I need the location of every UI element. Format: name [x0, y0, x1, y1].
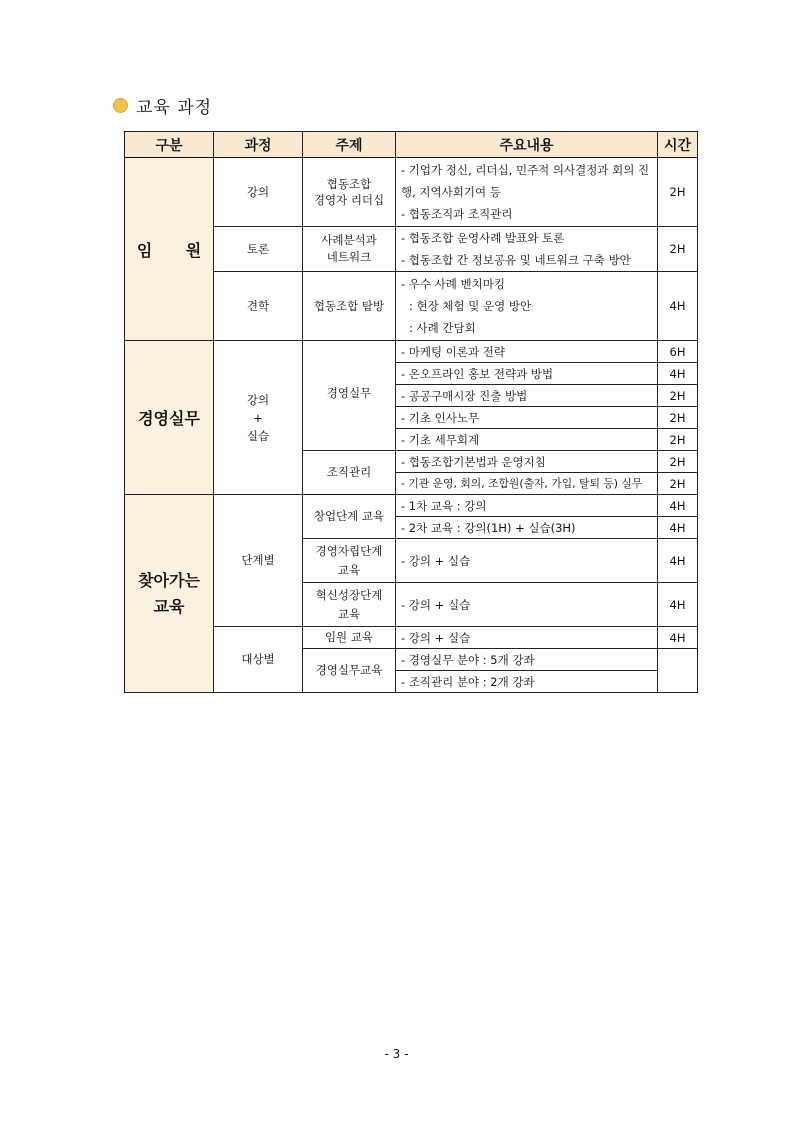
course-cell: 토론	[214, 227, 303, 272]
content-line: - 협동조합 간 정보공유 및 네트워크 구축 방안	[401, 253, 631, 267]
topic-line: 경영자 리더십	[313, 193, 385, 207]
content-line: - 기업가 정신, 리더십, 민주적 의사결정과 회의 진	[401, 163, 650, 177]
time-cell: 2H	[658, 158, 698, 227]
content-cell: - 2차 교육 : 강의(1H) + 실습(3H)	[396, 517, 658, 539]
time-cell: 4H	[658, 627, 698, 649]
content-cell: - 1차 교육 : 강의	[396, 495, 658, 517]
topic-cell	[303, 227, 396, 272]
content-cell: - 경영실무 분야 : 5개 강좌	[396, 649, 658, 671]
time-cell: 2H	[658, 473, 698, 495]
course-cell	[214, 341, 303, 495]
time-cell: 4H	[658, 272, 698, 341]
topic-line: 네트워크	[326, 250, 372, 264]
content-cell: - 조직관리 분야 : 2개 강좌	[396, 671, 658, 693]
content-line: - 우수 사례 벤치마킹	[401, 277, 505, 291]
time-cell: 6H	[658, 341, 698, 363]
topic-cell: 임원 교육	[303, 627, 396, 649]
course-cell: 강의	[214, 158, 303, 227]
header-topic: 주제	[303, 132, 396, 158]
topic-cell: 경영실무	[303, 341, 396, 451]
topic-cell	[303, 158, 396, 227]
time-cell-empty	[658, 649, 698, 693]
course-line: 강의	[246, 392, 270, 407]
content-cell: - 기관 운영, 회의, 조합원(출자, 가입, 탈퇴 등) 실무	[396, 473, 658, 495]
topic-cell: 창업단계 교육	[303, 495, 396, 539]
table-row	[125, 158, 698, 227]
page-number: - 3 -	[384, 1047, 409, 1061]
time-cell: 2H	[658, 451, 698, 473]
content-cell: - 온오프라인 홍보 전략과 방법	[396, 363, 658, 385]
category-executives: 임 원	[125, 158, 214, 341]
time-cell: 4H	[658, 539, 698, 583]
content-line: 행, 지역사회기여 등	[401, 185, 501, 199]
content-line: : 현장 체험 및 운영 방안	[409, 299, 532, 313]
topic-cell: 협동조합 탐방	[303, 272, 396, 341]
time-cell: 4H	[658, 495, 698, 517]
course-cell: 견학	[214, 272, 303, 341]
topic-cell: 조직관리	[303, 451, 396, 495]
category-business-practice: 경영실무	[125, 341, 214, 495]
table-row	[125, 495, 698, 517]
header-time: 시간	[658, 132, 698, 158]
category-visiting-education	[125, 495, 214, 693]
topic-line: 교육	[337, 562, 361, 577]
header-course: 과정	[214, 132, 303, 158]
category-line: 교육	[153, 596, 185, 616]
course-cell: 대상별	[214, 627, 303, 693]
content-cell: - 협동조합기본법과 운영지침	[396, 451, 658, 473]
category-line: 찾아가는	[138, 570, 200, 590]
content-cell	[396, 158, 658, 227]
content-cell: - 기초 세무회계	[396, 429, 658, 451]
topic-cell: 경영실무교육	[303, 649, 396, 693]
circle-bullet-icon	[113, 98, 128, 113]
content-cell	[396, 227, 658, 272]
topic-line: 협동조합	[326, 177, 372, 191]
topic-line: 혁신성장단계	[315, 587, 383, 602]
content-cell: - 마케팅 이론과 전략	[396, 341, 658, 363]
content-line: - 협동조직과 조직관리	[401, 207, 513, 221]
content-cell: - 기초 인사노무	[396, 407, 658, 429]
time-cell: 4H	[658, 363, 698, 385]
content-line: : 사례 간담회	[409, 321, 476, 335]
header-category: 구분	[125, 132, 214, 158]
header-content: 주요내용	[396, 132, 658, 158]
topic-line: 사례분석과	[321, 233, 377, 247]
time-cell: 2H	[658, 407, 698, 429]
section-title: 교육 과정	[136, 97, 213, 118]
content-cell	[396, 272, 658, 341]
content-cell: - 강의 + 실습	[396, 539, 658, 583]
content-cell: - 공공구매시장 진출 방법	[396, 385, 658, 407]
topic-line: 경영자립단계	[315, 543, 383, 558]
course-line: 실습	[246, 428, 270, 443]
time-cell: 4H	[658, 583, 698, 627]
course-line: +	[253, 410, 263, 425]
table-header-row	[125, 132, 698, 158]
time-cell: 2H	[658, 385, 698, 407]
section-heading	[113, 92, 212, 118]
course-cell: 단계별	[214, 495, 303, 627]
curriculum-table	[124, 131, 698, 693]
time-cell: 4H	[658, 517, 698, 539]
content-cell: - 강의 + 실습	[396, 627, 658, 649]
content-cell: - 강의 + 실습	[396, 583, 658, 627]
topic-line: 교육	[337, 606, 361, 621]
table-row	[125, 341, 698, 363]
topic-cell	[303, 583, 396, 627]
time-cell: 2H	[658, 227, 698, 272]
time-cell: 2H	[658, 429, 698, 451]
content-line: - 협동조합 운영사례 발표와 토론	[401, 231, 565, 245]
topic-cell	[303, 539, 396, 583]
